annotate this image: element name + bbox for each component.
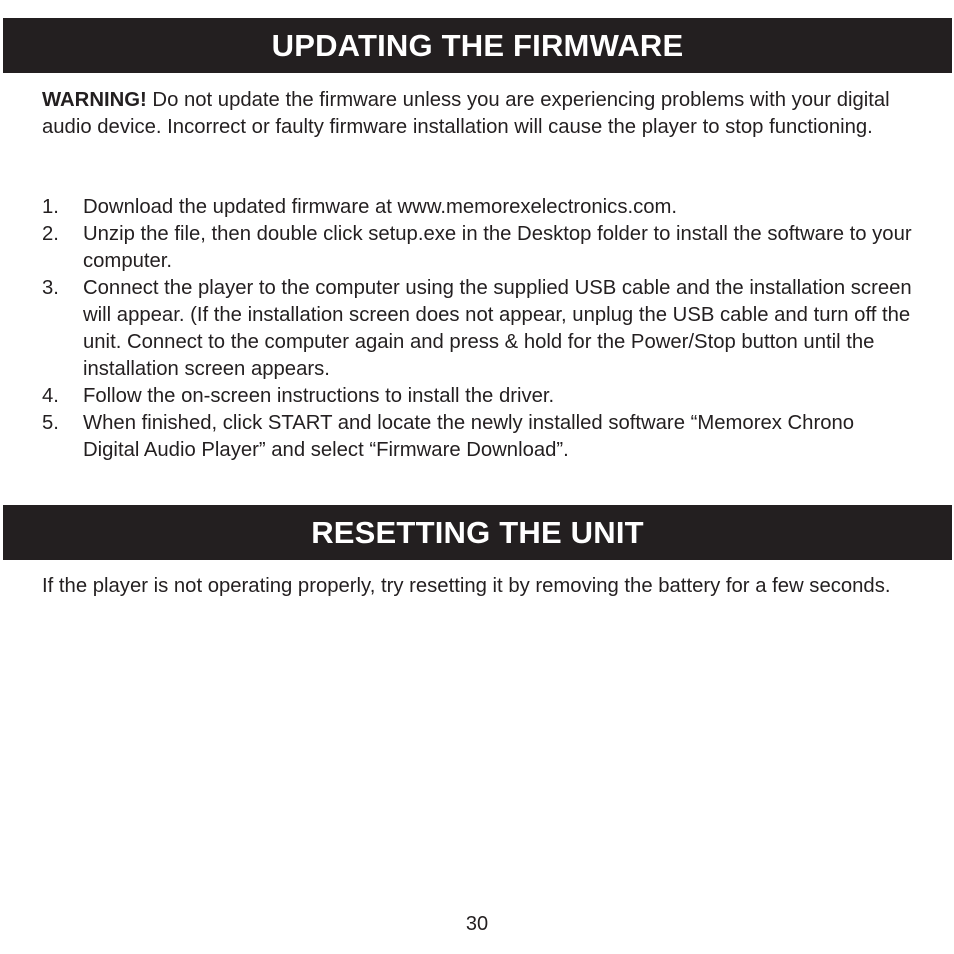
- firmware-step: [42, 383, 912, 410]
- warning-text: Do not update the firmware unless you are experiencing problems with your digital audio device. Incorrect or faulty firmware installation will cause the player to stop functioning.: [42, 89, 890, 138]
- step-text: Connect the player to the computer using the supplied USB cable and the installation screen will appear. (If the installation screen does not appear, unplug the USB cable and turn off the unit. Connect to the computer again and press & hold for the Power/Stop button until the installation screen appears.: [83, 277, 912, 380]
- reset-section-heading: RESETTING THE UNIT: [3, 505, 952, 560]
- step-number: 4.: [42, 385, 59, 407]
- warning-label: WARNING!: [42, 89, 147, 111]
- step-number: 2.: [42, 223, 59, 245]
- firmware-steps-list: [42, 194, 912, 464]
- step-text: Download the updated firmware at www.memorexelectronics.com.: [83, 196, 678, 218]
- step-text: Follow the on-screen instructions to install the driver.: [83, 385, 555, 407]
- reset-paragraph: If the player is not operating properly, try resetting it by removing the battery for a few seconds.: [42, 575, 891, 597]
- firmware-step: [42, 410, 912, 464]
- step-number: 3.: [42, 277, 59, 299]
- step-text: When finished, click START and locate the newly installed software “Memorex Chrono Digital Audio Player” and select “Firmware Download”.: [83, 412, 855, 461]
- firmware-step: [42, 275, 912, 383]
- firmware-section-heading: UPDATING THE FIRMWARE: [3, 18, 952, 73]
- firmware-warning-paragraph: [42, 87, 912, 141]
- page-number: 30: [465, 913, 489, 935]
- step-number: 5.: [42, 412, 59, 434]
- step-number: 1.: [42, 196, 59, 218]
- firmware-step: [42, 194, 912, 221]
- step-text: Unzip the file, then double click setup.exe in the Desktop folder to install the software to your computer.: [83, 223, 912, 272]
- firmware-step: [42, 221, 912, 275]
